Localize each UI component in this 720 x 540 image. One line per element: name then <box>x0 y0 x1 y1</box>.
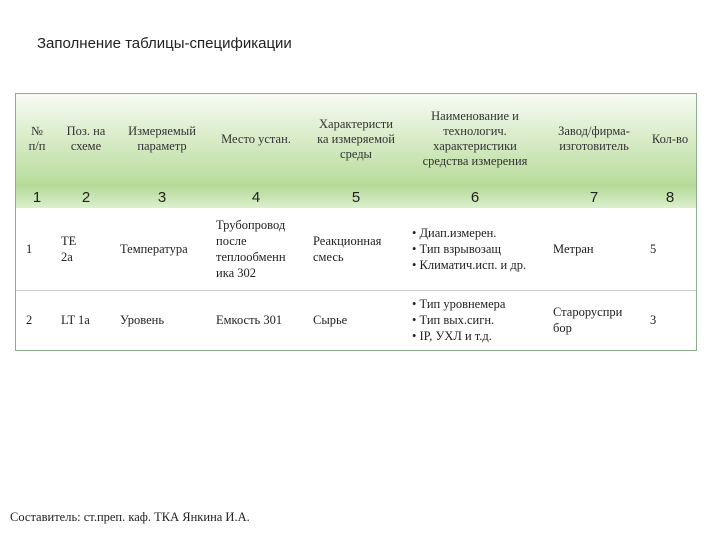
manufacturer-cell: Староруспри бор <box>553 305 623 335</box>
position-cell: TE 2a <box>61 234 77 264</box>
header-cell: Кол-во <box>651 131 689 146</box>
footer-author: Составитель: ст.преп. каф. ТКА Янкина И.А. <box>10 510 250 524</box>
header-cell: Измеряемый параметр <box>128 124 196 153</box>
row-number: 2 <box>26 313 33 327</box>
location-cell: Емкость 301 <box>216 313 283 327</box>
parameter-cell: Уровень <box>120 313 165 327</box>
specification-table <box>15 93 697 351</box>
page-title: Заполнение таблицы-спецификации <box>37 35 292 52</box>
column-number: 7 <box>589 189 599 206</box>
position-cell: LT 1a <box>61 313 90 327</box>
characteristics-cell: • Диап.измерен. • Тип взрывозащ • Климатич.исп. и др. <box>412 226 527 272</box>
quantity-cell: 5 <box>650 242 657 256</box>
column-number: 4 <box>251 189 261 206</box>
medium-cell: Реакционная смесь <box>313 234 382 264</box>
column-number: 6 <box>470 189 480 206</box>
header-cell: Завод/фирма- изготовитель <box>558 124 630 153</box>
column-number: 3 <box>157 189 167 206</box>
header-cell: Характеристи ка измеряемой среды <box>317 116 395 161</box>
header-cell: Поз. на схеме <box>66 124 106 153</box>
location-cell: Трубопровод после теплообменн ика 302 <box>216 218 286 280</box>
column-number: 2 <box>81 189 91 206</box>
column-number: 1 <box>32 189 42 206</box>
row-number: 1 <box>26 242 33 256</box>
table-row <box>16 291 696 349</box>
column-number: 5 <box>351 189 361 206</box>
parameter-cell: Температура <box>120 242 188 256</box>
characteristics-cell: • Тип уровнемера • Тип вых.сигн. • IP, УХЛ и т.д. <box>412 297 506 343</box>
header-cell: № п/п <box>28 124 46 153</box>
quantity-cell: 3 <box>650 313 657 327</box>
medium-cell: Сырье <box>313 313 348 327</box>
column-number: 8 <box>665 189 675 206</box>
header-cell: Место устан. <box>221 131 291 146</box>
table-row <box>16 208 696 290</box>
header-cell: Наименование и технологич. характеристики средства измерения <box>422 109 528 168</box>
manufacturer-cell: Метран <box>553 242 594 256</box>
